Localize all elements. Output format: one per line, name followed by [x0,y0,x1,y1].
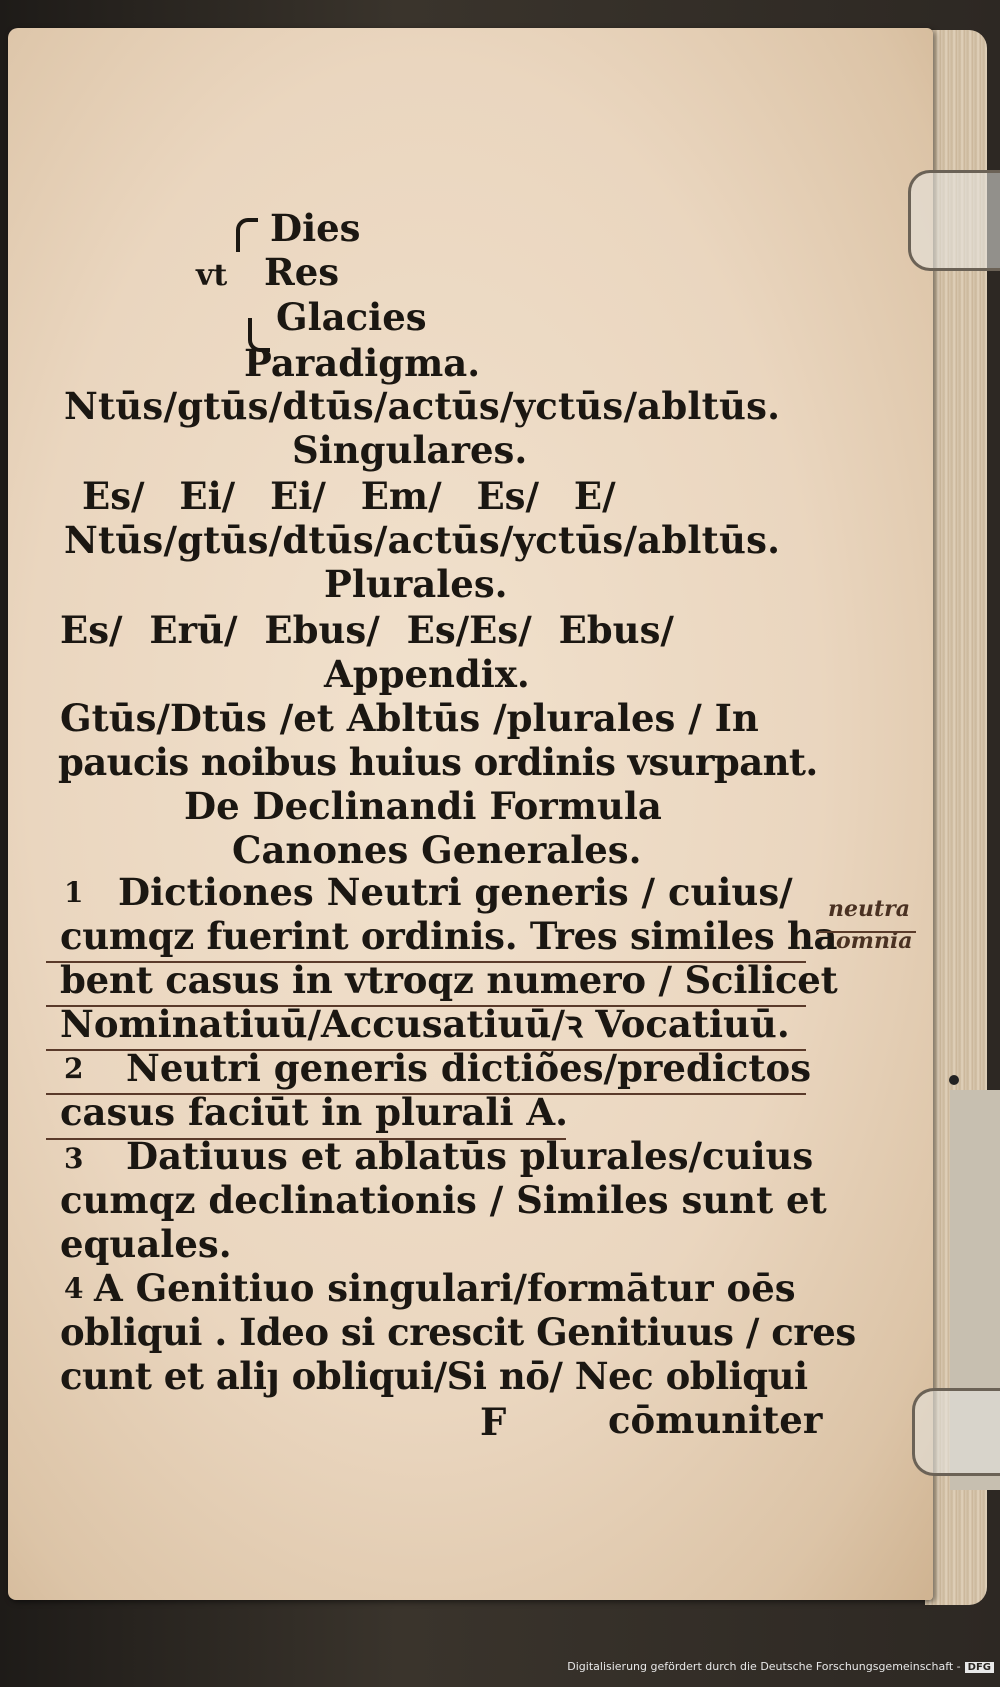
top-clip [908,170,1000,271]
text-line-7: Singulares. [292,428,528,472]
footer-text: Digitalisierung gefördert durch die Deutsche Forschungsgemeinschaft - [567,1660,961,1673]
text-line-21: Neutri generis dictiões/predictos [126,1046,812,1090]
pin-dot [949,1075,959,1085]
text-line-26: A Genitiuo singulari/formātur oēs [94,1266,796,1310]
text-line-24: cumqz declinationis / Similes sunt et [60,1178,827,1222]
text-line-14: paucis noibus huius ordinis vsurpant. [58,740,818,784]
text-line-28: cunt et aliȷ obliqui/Si nō/ Nec obliqui [60,1354,808,1398]
ink-underline-5 [46,1138,566,1140]
text-line-1: Dies [270,206,361,250]
text-line-10: Plurales. [324,562,508,606]
ink-underline-4 [46,1093,806,1095]
ink-underline-3 [46,1049,806,1051]
ink-underline-1 [46,961,806,963]
canon-number-4: 4 [64,1272,84,1305]
text-line-2: vt [196,258,228,293]
text-line-3: Res [264,250,340,294]
canon-number-3: 3 [64,1142,84,1175]
text-line-9: Ntūs/gtūs/dtūs/actūs/yctūs/abltūs. [64,518,781,562]
signature-mark: F [480,1400,507,1444]
text-line-5: Paradigma. [244,341,481,385]
margin-note-line-2: omnia [836,928,913,954]
margin-note-line-1: neutra [828,896,910,922]
text-line-6: Ntūs/gtūs/dtūs/actūs/yctūs/abltūs. [64,384,781,428]
text-line-4: Glacies [276,295,427,339]
bottom-clip [912,1388,1000,1476]
text-line-15: De Declinandi Formula [184,784,662,828]
dfg-logo: DFG [965,1662,994,1673]
text-line-13: Gtūs/Dtūs /et Abltūs /plurales / In [60,696,759,740]
text-line-18: cumqz fuerint ordinis. Tres similes ha [60,914,838,958]
text-line-19: bent casus in vtroqz numero / Scilicet [60,958,838,1002]
page-text [8,28,933,1600]
text-line-20: Nominatiuū/Accusatiuū/ꝛ Vocatiuū. [60,1002,790,1046]
catchword: cōmuniter [608,1398,823,1442]
text-line-27: obliqui . Ideo si crescit Genitiuus / cres [60,1310,856,1354]
canon-number-2: 2 [64,1052,84,1085]
text-line-16: Canones Generales. [232,828,642,872]
book-page [8,28,933,1600]
canon-number-1: 1 [64,876,84,909]
text-line-8: Es/ Ei/ Ei/ Em/ Es/ E/ [82,474,616,518]
text-line-25: equales. [60,1222,232,1266]
footer-credit [567,1660,994,1673]
text-line-11: Es/ Erū/ Ebus/ Es/Es/ Ebus/ [60,608,674,652]
ink-underline-2 [46,1005,806,1007]
text-line-17: Dictiones Neutri generis / cuius/ [118,870,793,914]
brace-top [236,218,258,252]
text-line-23: Datiuus et ablatūs plurales/cuius [126,1134,814,1178]
text-line-22: casus faciūt in plurali A. [60,1090,569,1134]
text-line-12: Appendix. [324,652,530,696]
margin-note-rule [816,931,916,933]
